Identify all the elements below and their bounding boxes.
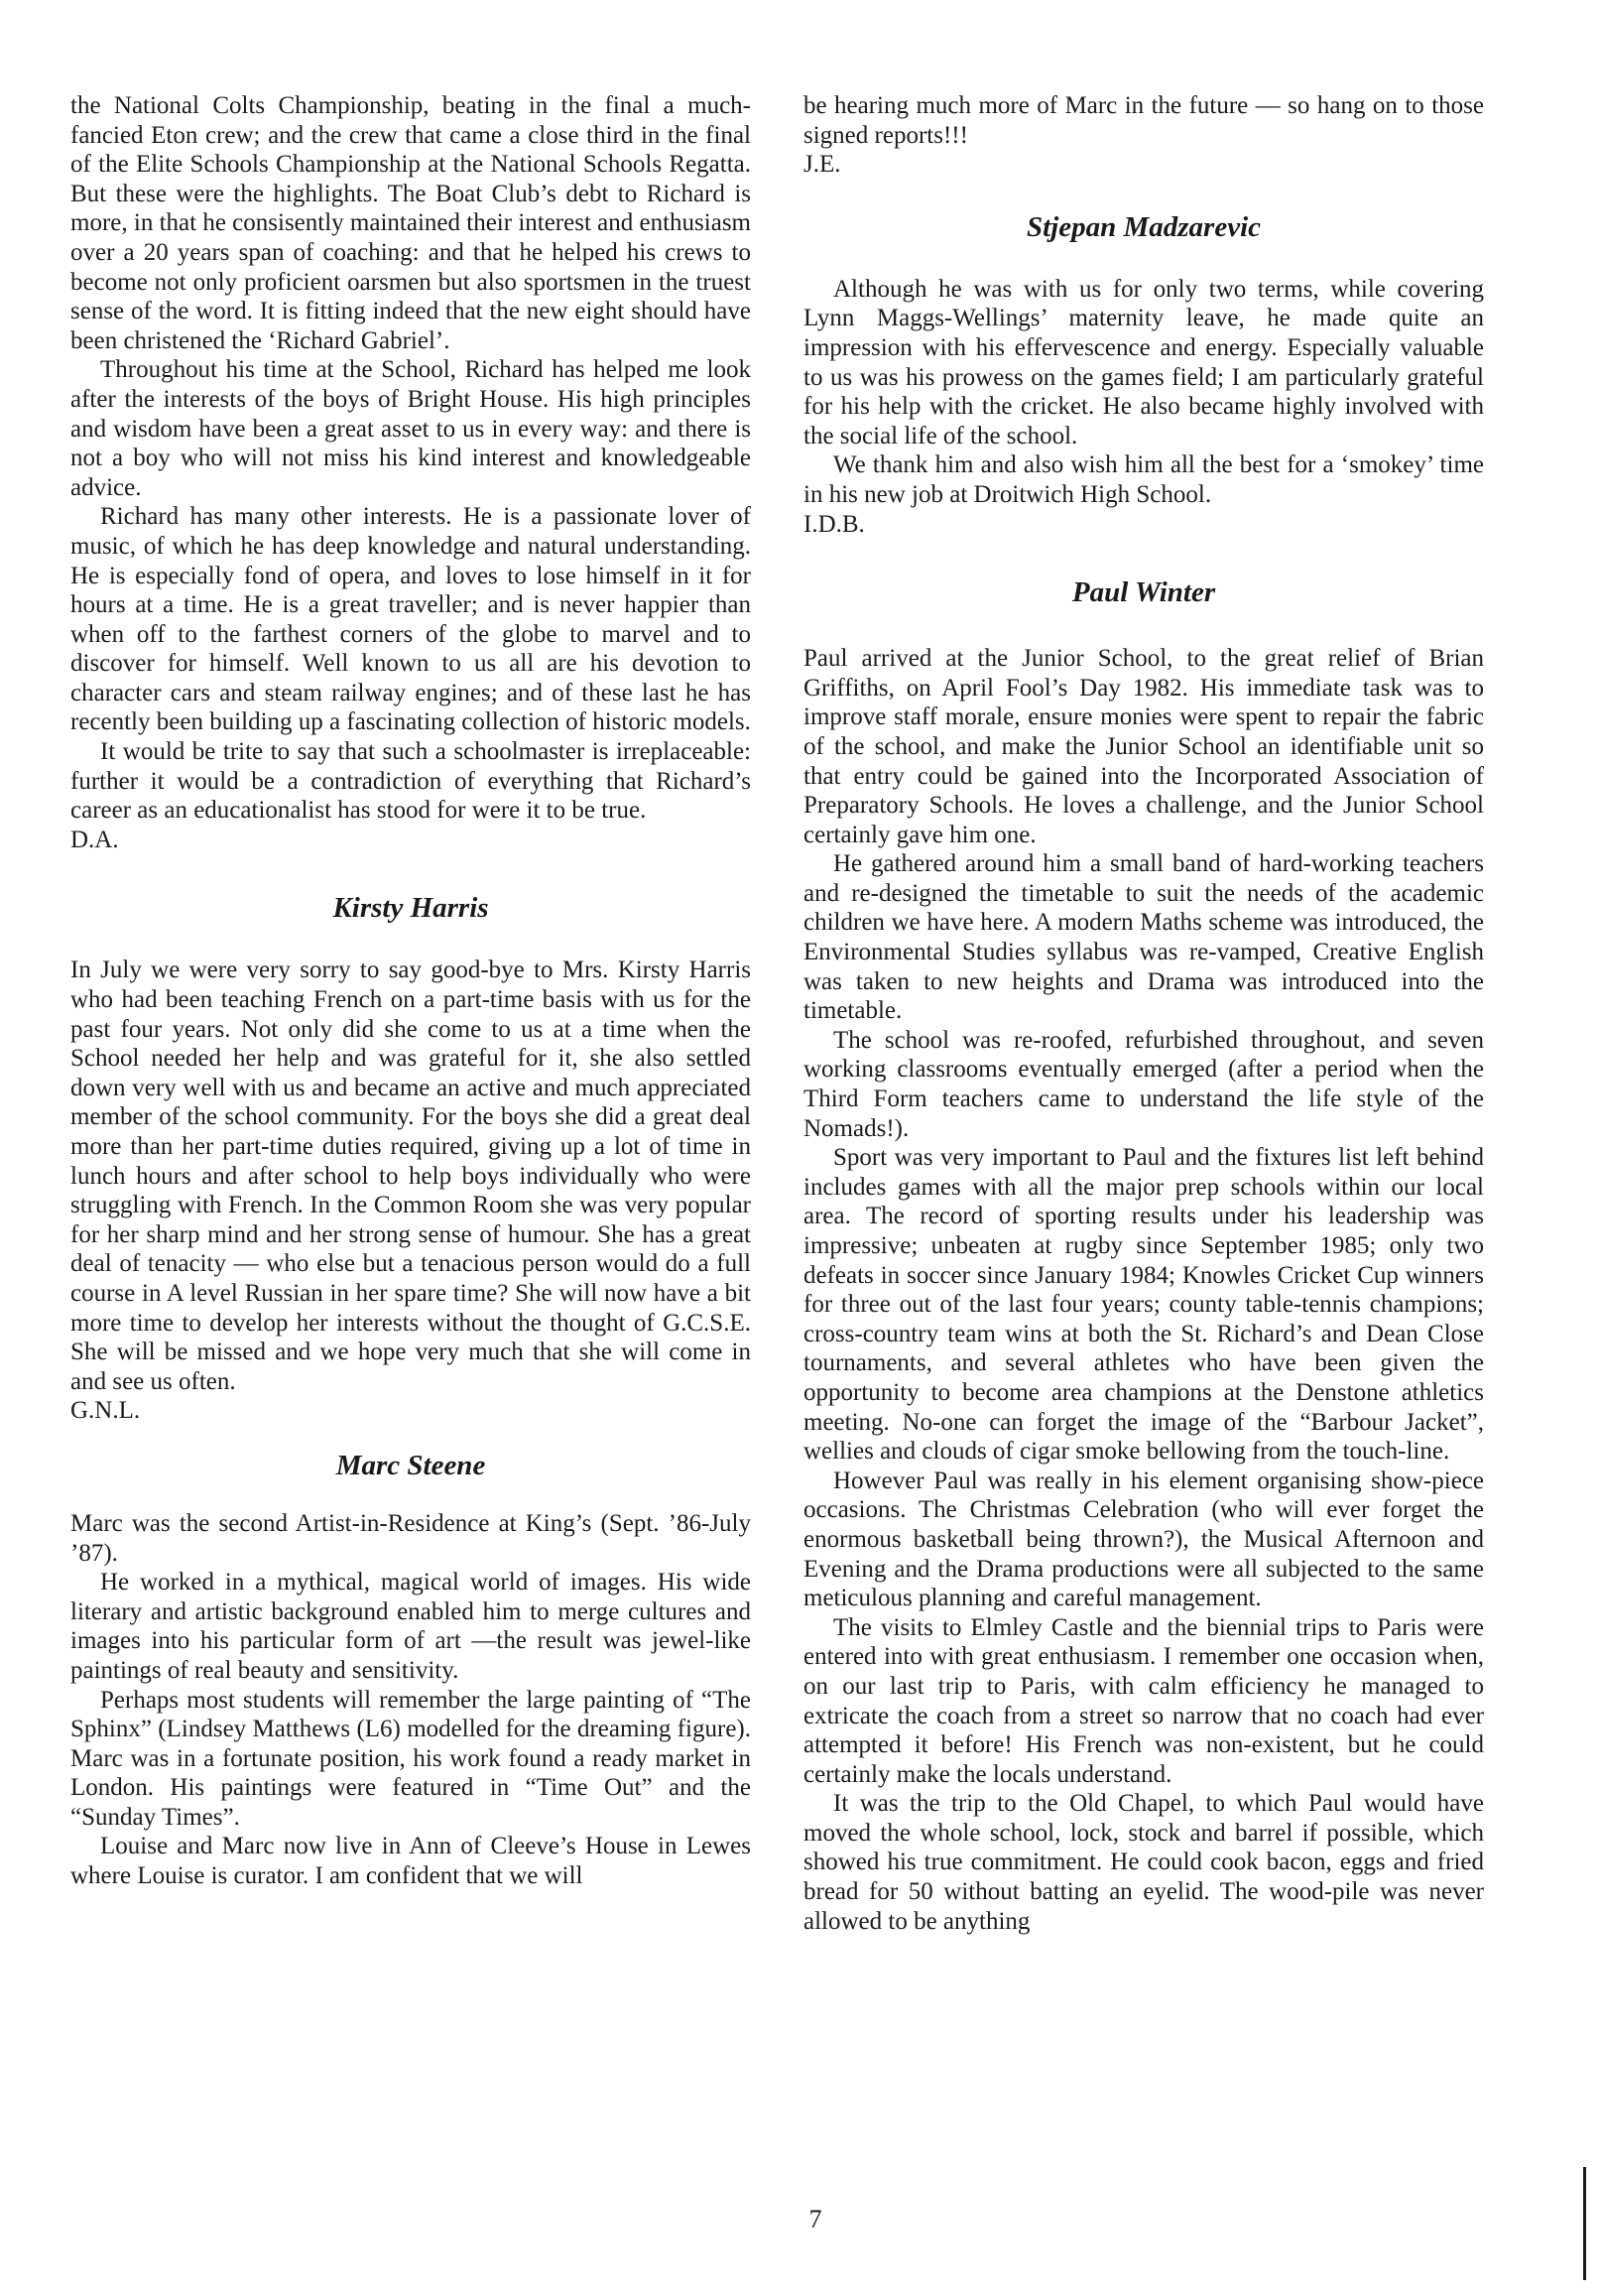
paul-winter-heading: Paul Winter	[1071, 576, 1216, 609]
paul-paragraph-3: The school was re-roofed, refurbished throughout, and seven working classrooms eventually emerged (after a period when the Third Form teachers came to understand the life style of the Nomads!).	[803, 1026, 1484, 1142]
marc-paragraph-2: He worked in a mythical, magical world of images. His wide literary and artistic background enabled him to merge cultures and images into his particular form of art —the result was jewel-like paintings of real beauty and sensitivity.	[70, 1569, 751, 1684]
marc-continued-paragraph: be hearing much more of Marc in the future — so hang on to those signed reports!!!	[803, 92, 1484, 149]
marc-paragraph-4: Louise and Marc now live in Ann of Cleeve’s House in Lewes where Louise is curator. I am confident that we will	[70, 1833, 751, 1890]
right-column	[803, 91, 1484, 1936]
paul-paragraph-5: However Paul was really in his element organising show-piece occasions. The Christmas Celebration (who will ever forget the enormous basketball being thrown?), the Musical Afternoon and Evening and the Drama productions were all subjected to the same meticulous planning and careful management.	[803, 1467, 1484, 1612]
stjepan-paragraph-2: We thank him and also wish him all the best for a ‘smokey’ time in his new job at Droitwich High School.	[803, 451, 1484, 508]
marc-paragraph-1: Marc was the second Artist-in-Residence at King’s (Sept. ’86-July ’87).	[70, 1509, 751, 1567]
page-number: 7	[808, 2205, 822, 2233]
paul-paragraph-4: Sport was very important to Paul and the fixtures list left behind includes games with all the major prep schools within our local area. The record of sporting results under his leadership was impressive; unbeaten at rugby since September 1985; only two defeats in soccer since January 1984; Knowles Cricket Cup winners for three out of the last four years; county table-tennis champions; cross-country team wins at both the St. Richard’s and Dean Close tournaments, and several athletes who have been given the opportunity to become area champions at the Denstone athletics meeting. No-one can forget the image of the “Barbour Jacket”, wellies and clouds of cigar smoke bellowing from the touch-line.	[803, 1144, 1484, 1466]
stjepan-madzarevic-heading: Stjepan Madzarevic	[1026, 210, 1262, 243]
paul-paragraph-7: It was the trip to the Old Chapel, to which Paul would have moved the whole school, lock, stock and barrel if possible, which showed his true commitment. He could cook bacon, eggs and fried bread for 50 without batting an eyelid. The wood-pile was never allowed to be anything	[803, 1790, 1484, 1935]
kirsty-harris-heading: Kirsty Harris	[332, 892, 489, 925]
stjepan-paragraph-1: Although he was with us for only two terms, while covering Lynn Maggs-Wellings’ maternity leave, he made quite an impression with his effervescence and energy. Especially valuable to us was his prowess on the games field; I am particularly grateful for his help with the cricket. He also became highly involved with the social life of the school.	[803, 275, 1484, 449]
paul-paragraph-1: Paul arrived at the Junior School, to the great relief of Brian Griffiths, on April Fool’s Day 1982. His immediate task was to improve staff morale, ensure monies were spent to repair the fabric of the school, and make the Junior School an identifiable unit so that entry could be gained into the Incorporated Association of Preparatory Schools. He loves a challenge, and the Junior School certainly gave him one.	[803, 645, 1484, 848]
kirsty-signature: G.N.L.	[70, 1397, 141, 1425]
richard-paragraph-3: Richard has many other interests. He is a passionate lover of music, of which he has deep knowledge and natural understanding. He is especially fond of opera, and loves to lose himself in it for hours at a time. He is a great traveller; and is never happier than when off to the farthest corners of the globe to marvel and to discover for himself. Well known to us all are his devotion to character cars and steam railway engines; and of these last he has recently been building up a fascinating collection of historic models.	[70, 503, 751, 736]
margin-rule	[1583, 2167, 1586, 2280]
marc-steene-heading: Marc Steene	[335, 1449, 486, 1481]
richard-paragraph-4: It would be trite to say that such a schoolmaster is irreplaceable: further it would be a contradiction of everything that Richard’s career as an educationalist has stood for were it to be true.	[70, 738, 751, 825]
paul-paragraph-2: He gathered around him a small band of hard-working teachers and re-designed the timetable to suit the needs of the academic children we have here. A modern Maths scheme was introduced, the Environmental Studies syllabus was re-vamped, Creative English was taken to new heights and Drama was introduced into the timetable.	[803, 850, 1484, 1025]
kirsty-paragraph: In July we were very sorry to say good-bye to Mrs. Kirsty Harris who had been teaching French on a part-time basis with us for the past four years. Not only did she come to us at a time when the School needed her help and was grateful for it, she also settled down very well with us and became an active and much appreciated member of the school community. For the boys she did a great deal more than her part-time duties required, giving up a lot of time in lunch hours and after school to help boys individually who were struggling with French. In the Common Room she was very popular for her sharp mind and her strong sense of humour. She has a great deal of tenacity — who else but a tenacious person would do a full course in A level Russian in her spare time? She will now have a bit more time to develop her interests without the thought of G.C.S.E. She will be missed and we hope very much that she will come in and see us often.	[70, 957, 751, 1395]
left-column	[70, 91, 751, 1891]
richard-paragraph-2: Throughout his time at the School, Richard has helped me look after the interests of the boys of Bright House. His high principles and wisdom have been a great asset to us in every way: and there is not a boy who will not miss his kind interest and knowledgeable advice.	[70, 356, 751, 501]
stjepan-signature: I.D.B.	[803, 510, 865, 538]
richard-signature: D.A.	[70, 826, 119, 853]
marc-signature: J.E.	[803, 151, 841, 179]
richard-paragraph-1: the National Colts Championship, beating in the final a much-fancied Eton crew; and the crew that came a close third in the final of the Elite Schools Championship at the National Schools Regatta. But these were the highlights. The Boat Club’s debt to Richard is more, in that he consisently maintained their interest and enthusiasm over a 20 years span of coaching: and that he helped his crews to become not only proficient oarsmen but also sportsmen in the truest sense of the word. It is fitting indeed that the new eight should have been christened the ‘Richard Gabriel’.	[70, 92, 751, 354]
marc-paragraph-3: Perhaps most students will remember the large painting of “The Sphinx” (Lindsey Matthews (L6) modelled for the dreaming figure). Marc was in a fortunate position, his work found a ready market in London. His paintings were featured in “Time Out” and the “Sunday Times”.	[70, 1686, 751, 1831]
paul-paragraph-6: The visits to Elmley Castle and the biennial trips to Paris were entered into with great enthusiasm. I remember one occasion when, on our last trip to Paris, with calm efficiency he managed to extricate the coach from a street so narrow that no coach had ever attempted it before! His French was non-existent, but he could certainly make the locals understand.	[803, 1613, 1484, 1788]
